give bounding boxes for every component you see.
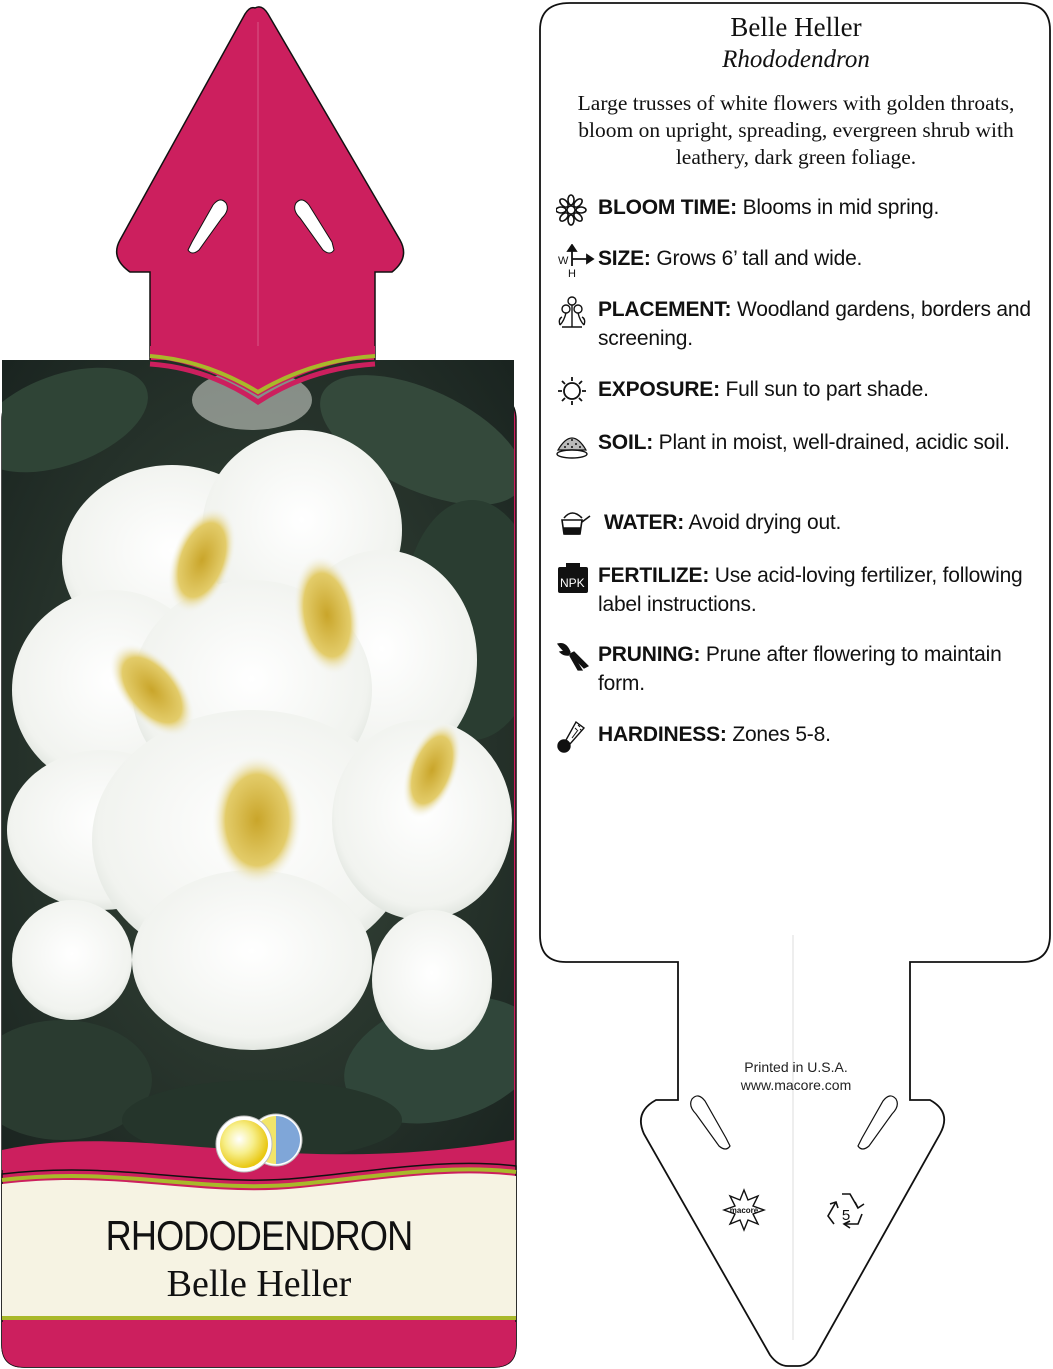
size-w-letter: W bbox=[558, 255, 569, 267]
recycle-number: 5 bbox=[841, 1207, 851, 1224]
bloom-time-label: BLOOM TIME: bbox=[598, 196, 737, 219]
front-title: RHODODENDRON bbox=[105, 1212, 413, 1259]
fertilize-label: FERTILIZE: bbox=[598, 564, 710, 587]
front-subtitle: Belle Heller bbox=[166, 1263, 352, 1305]
size-h-letter: H bbox=[568, 268, 576, 278]
placement-value: Woodland gardens, borders and screening. bbox=[598, 298, 1031, 350]
water-value: Avoid drying out. bbox=[688, 511, 842, 534]
soil-value: Plant in moist, well-drained, acidic soil. bbox=[658, 431, 1010, 454]
flower-icon bbox=[556, 193, 596, 227]
printed-line-1: Printed in U.S.A. bbox=[744, 1059, 848, 1075]
size-value: Grows 6’ tall and wide. bbox=[656, 247, 863, 270]
fertilize-value: Use acid-loving fertilizer, following label instructions. bbox=[598, 564, 1023, 616]
pruning-value: Prune after flowering to maintain form. bbox=[598, 643, 1002, 695]
size-arrows-icon bbox=[556, 244, 596, 278]
sun-part-shade-icon bbox=[212, 1110, 308, 1174]
pruning-label: PRUNING: bbox=[598, 643, 701, 666]
plants-icon bbox=[556, 295, 596, 329]
back-plant-name: Belle Heller bbox=[730, 12, 862, 42]
sun-icon bbox=[556, 375, 596, 409]
pruners-icon bbox=[556, 640, 596, 674]
thermometer-icon bbox=[556, 720, 596, 754]
placement-label: PLACEMENT: bbox=[598, 298, 732, 321]
macore-logo-text: macore bbox=[729, 1206, 759, 1215]
soil-label: SOIL: bbox=[598, 431, 653, 454]
recycle-icon bbox=[824, 1190, 868, 1230]
size-label: SIZE: bbox=[598, 247, 651, 270]
flower-photo bbox=[2, 360, 514, 1170]
soil-icon bbox=[556, 428, 596, 462]
watering-can-icon bbox=[556, 508, 596, 542]
bloom-time-value: Blooms in mid spring. bbox=[742, 196, 940, 219]
back-latin-name: Rhododendron bbox=[722, 46, 870, 73]
hardiness-value: Zones 5-8. bbox=[732, 723, 831, 746]
exposure-value: Full sun to part shade. bbox=[725, 378, 929, 401]
back-description: Large trusses of white flowers with golden throats, bloom on upright, spreading, evergreen shrub with leathery, dark green foliage. bbox=[577, 91, 1015, 169]
hardiness-label: HARDINESS: bbox=[598, 723, 727, 746]
printed-line-2: www.macore.com bbox=[740, 1077, 852, 1093]
water-label: WATER: bbox=[604, 511, 685, 534]
npk-text: NPK bbox=[560, 576, 585, 590]
fertilizer-icon bbox=[556, 561, 596, 595]
exposure-label: EXPOSURE: bbox=[598, 378, 720, 401]
printed-info bbox=[680, 1058, 912, 1094]
macore-logo-icon bbox=[722, 1188, 766, 1232]
front-top-band bbox=[0, 340, 520, 410]
